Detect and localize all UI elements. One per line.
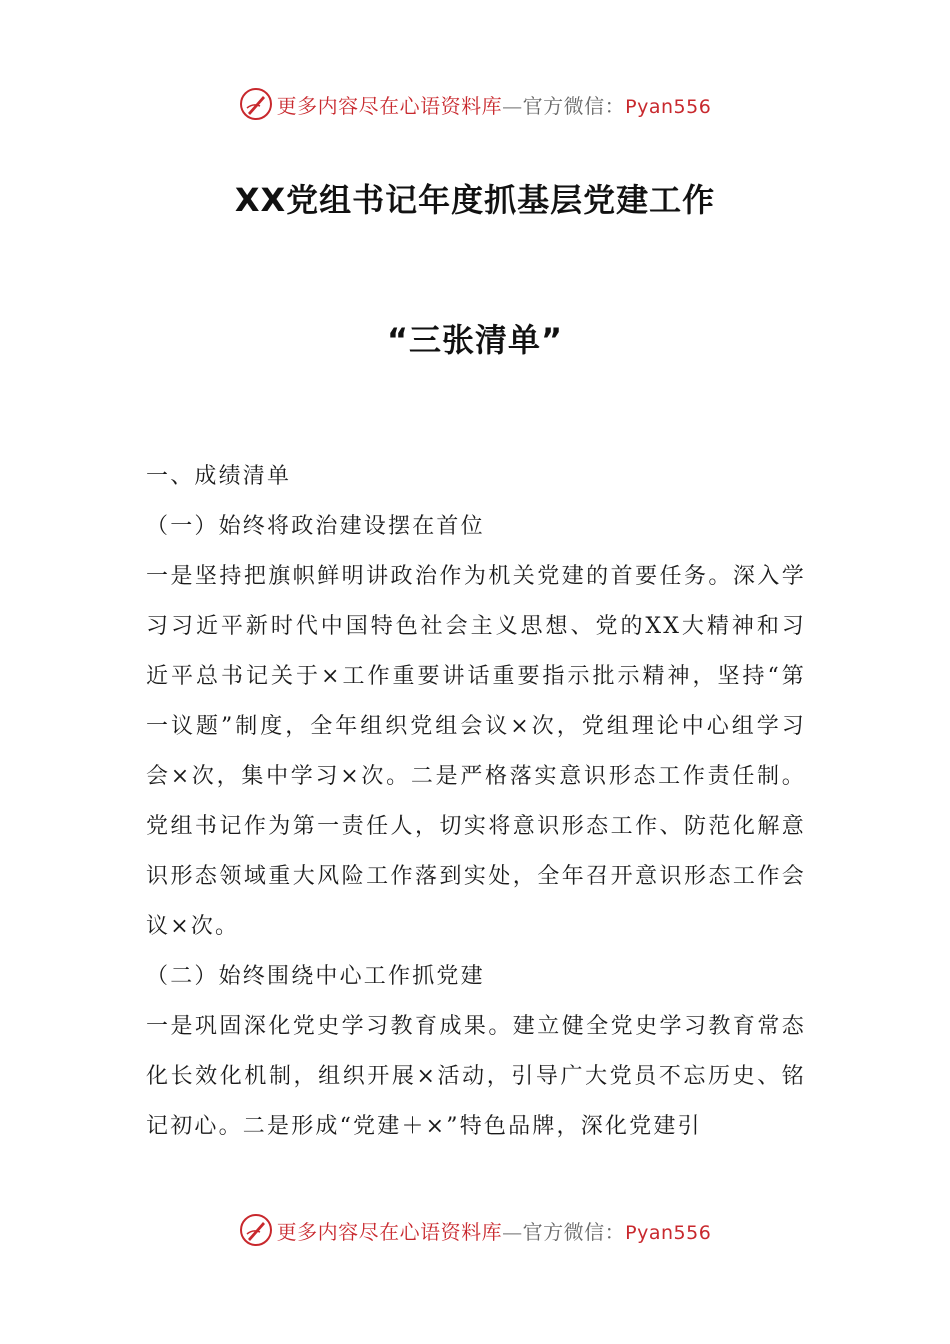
banner-tagline: 更多内容尽在心语资料库 bbox=[276, 93, 503, 118]
document-body bbox=[146, 452, 806, 1152]
quill-logo-icon bbox=[239, 87, 273, 121]
quill-logo-icon bbox=[239, 1213, 273, 1247]
paragraph: 一是巩固深化党史学习教育成果。建立健全党史学习教育常态化长效化机制，组织开展×活动，引导广大党员不忘历史、铭记初心。二是形成“党建＋×”特色品牌，深化党建引 bbox=[146, 1014, 806, 1139]
section-heading: 一、成绩清单 bbox=[146, 464, 292, 489]
banner-wechat-id: Pyan556 bbox=[625, 95, 712, 118]
banner-contact-label: 官方微信： bbox=[522, 93, 626, 118]
subsection-heading: （二）始终围绕中心工作抓党建 bbox=[146, 964, 485, 989]
banner-wechat-id: Pyan556 bbox=[625, 1221, 712, 1244]
document-title-line2: “三张清单” bbox=[386, 321, 564, 359]
header-banner bbox=[0, 84, 950, 124]
footer-banner bbox=[0, 1210, 950, 1250]
banner-tagline: 更多内容尽在心语资料库 bbox=[276, 1219, 503, 1244]
banner-contact-label: 官方微信： bbox=[522, 1219, 626, 1244]
banner-dash: — bbox=[502, 1219, 523, 1244]
banner-dash: — bbox=[502, 93, 523, 118]
document-title-line1: XX党组书记年度抓基层党建工作 bbox=[234, 181, 716, 219]
paragraph: 一是坚持把旗帜鲜明讲政治作为机关党建的首要任务。深入学习习近平新时代中国特色社会主义思想、党的XX大精神和习近平总书记关于×工作重要讲话重要指示批示精神，坚持“第一议题”制度，全年组织党组会议×次，党组理论中心组学习会×次，集中学习×次。二是严格落实意识形态工作责任制。党组书记作为第一责任人，切实将意识形态工作、防范化解意识形态领域重大风险工作落到实处，全年召开意识形态工作会议×次。 bbox=[146, 564, 806, 939]
subsection-heading: （一）始终将政治建设摆在首位 bbox=[146, 514, 485, 539]
